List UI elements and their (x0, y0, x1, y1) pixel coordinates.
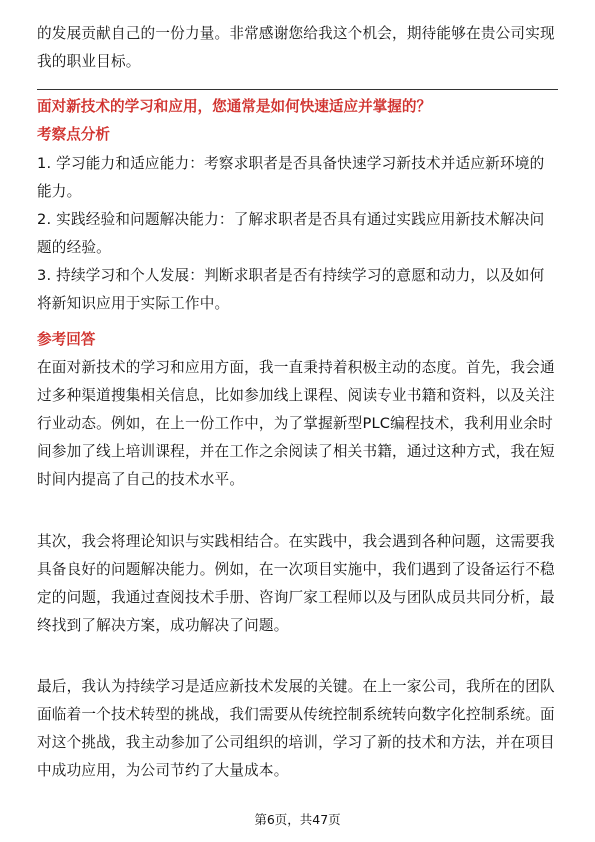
analysis-item-3: 3. 持续学习和个人发展：判断求职者是否有持续学习的意愿和动力，以及如何将新知识应用于实际工作中。 (37, 267, 545, 312)
intro-tail-paragraph: 的发展贡献自己的一份力量。非常感谢您给我这个机会，期待能够在贵公司实现我的职业目标。 (37, 25, 555, 70)
answer-paragraph-1: 在面对新技术的学习和应用方面，我一直秉持着积极主动的态度。首先，我会通过多种渠道搜集相关信息，比如参加线上课程、阅读专业书籍和资料，以及关注行业动态。例如，在上一份工作中，为了掌握新型PLC编程技术，我利用业余时间参加了线上培训课程，并在工作之余阅读了相关书籍，通过这种方式，我在短时间内提高了自己的技术水平。 (37, 359, 555, 488)
analysis-heading: 考察点分析 (37, 126, 110, 143)
analysis-item-2: 2. 实践经验和问题解决能力：了解求职者是否具有通过实践应用新技术解决问题的经验。 (37, 211, 545, 256)
page-number-footer: 第6页，共47页 (254, 812, 341, 827)
answer-paragraph-3: 最后，我认为持续学习是适应新技术发展的关键。在上一家公司，我所在的团队面临着一个技术转型的挑战，我们需要从传统控制系统转向数字化控制系统。面对这个挑战，我主动参加了公司组织的培训，学习了新的技术和方法，并在项目中成功应用，为公司节约了大量成本。 (37, 678, 555, 779)
answer-heading: 参考回答 (37, 331, 96, 348)
answer-paragraph-2: 其次，我会将理论知识与实践相结合。在实践中，我会遇到各种问题，这需要我具备良好的问题解决能力。例如，在一次项目实施中，我们遇到了设备运行不稳定的问题，我通过查阅技术手册、咨询厂家工程师以及与团队成员共同分析，最终找到了解决方案，成功解决了问题。 (37, 533, 555, 634)
section-divider (37, 89, 558, 90)
analysis-item-1: 1. 学习能力和适应能力：考察求职者是否具备快速学习新技术并适应新环境的能力。 (37, 155, 545, 200)
question-heading: 面对新技术的学习和应用，您通常是如何快速适应并掌握的？ (37, 98, 432, 115)
